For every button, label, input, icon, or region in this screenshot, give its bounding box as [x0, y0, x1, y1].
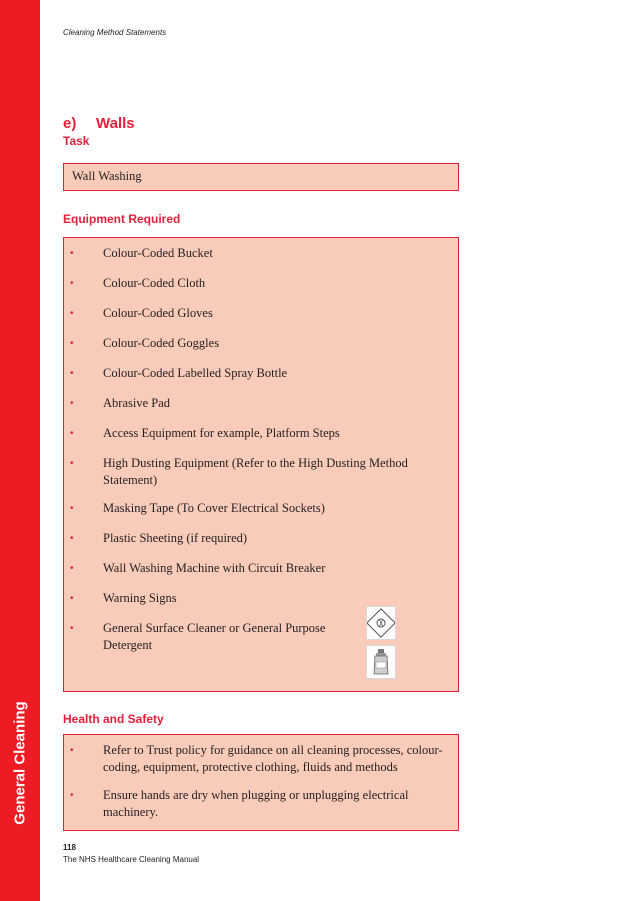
section-letter: e) — [63, 115, 77, 132]
list-item-text: Colour-Coded Cloth — [103, 276, 206, 290]
bullet: • — [70, 745, 74, 756]
list-item-text: Colour-Coded Labelled Spray Bottle — [103, 366, 288, 380]
section-title — [63, 115, 135, 132]
sidebar-label: General Cleaning — [11, 701, 29, 825]
bullet: • — [70, 623, 74, 634]
list-item-text: Access Equipment for example, Platform Steps — [103, 426, 340, 440]
task-box — [63, 163, 459, 191]
running-header: Cleaning Method Statements — [63, 28, 167, 37]
bullet: • — [70, 368, 74, 379]
list-item-text: High Dusting Equipment (Refer to the High Dusting Method Statement) — [103, 456, 408, 487]
health-safety-box — [63, 734, 459, 831]
sidebar — [0, 0, 40, 901]
task-heading: Task — [63, 134, 90, 148]
bullet: • — [70, 563, 74, 574]
list-item-text: Plastic Sheeting (if required) — [103, 531, 248, 545]
list-item-text: Masking Tape (To Cover Electrical Sockets) — [103, 501, 325, 515]
bullet: • — [70, 338, 74, 349]
bullet: • — [70, 458, 74, 469]
list-item-text: Colour-Coded Gloves — [103, 306, 213, 320]
list-item-text: General Surface Cleaner or General Purpose Detergent — [103, 621, 326, 652]
page-number: 118 — [63, 843, 76, 852]
bullet: • — [70, 503, 74, 514]
task-value: Wall Washing — [72, 169, 142, 183]
spray-bottle-icon — [366, 645, 396, 679]
list-item-text: Abrasive Pad — [103, 396, 170, 410]
health-safety-heading: Health and Safety — [63, 712, 164, 726]
list-item-text: Colour-Coded Bucket — [103, 246, 213, 260]
manual-title: The NHS Healthcare Cleaning Manual — [63, 855, 200, 864]
equipment-heading: Equipment Required — [63, 212, 181, 226]
bullet: • — [70, 428, 74, 439]
bullet: • — [70, 278, 74, 289]
list-item-text: Colour-Coded Goggles — [103, 336, 220, 350]
bullet: • — [70, 593, 74, 604]
bullet: • — [70, 308, 74, 319]
bullet: • — [70, 790, 74, 801]
list-item-text: Refer to Trust policy for guidance on all cleaning processes, colour-coding, equipment, protective clothing, fluids and methods — [103, 743, 443, 774]
bullet: • — [70, 398, 74, 409]
list-item-text: Warning Signs — [103, 591, 177, 605]
list-item-text: Ensure hands are dry when plugging or unplugging electrical machinery. — [103, 788, 409, 819]
hazard-symbol-icon — [366, 606, 396, 640]
bullet: • — [70, 533, 74, 544]
bullet: • — [70, 248, 74, 259]
list-item-text: Wall Washing Machine with Circuit Breaker — [103, 561, 326, 575]
section-name: Walls — [96, 115, 135, 132]
equipment-box — [63, 237, 459, 692]
